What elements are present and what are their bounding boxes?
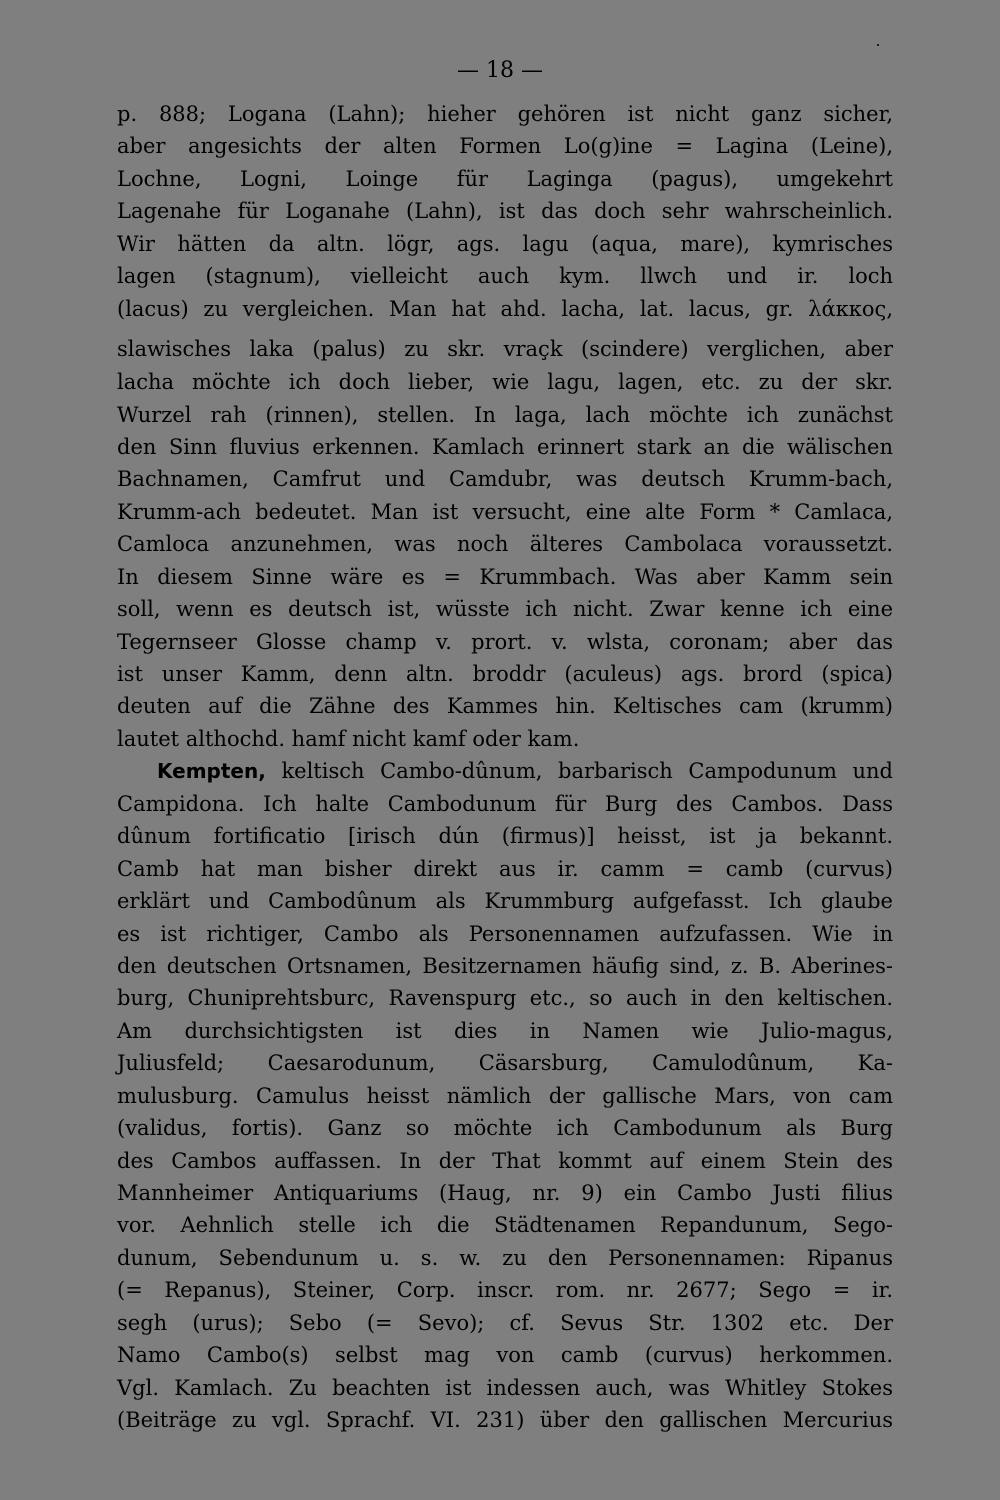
text-line: dûnum fortificatio [irisch dún (firmus)] heisst, ist ja bekannt. — [117, 824, 893, 849]
text-line: ist unser Kamm, denn altn. broddr (aculeus) ags. brord (spica) — [117, 662, 893, 686]
body-text — [117, 98, 893, 1437]
text-line: Wurzel rah (rinnen), stellen. In laga, lach möchte ich zunächst — [117, 402, 893, 427]
text-line: Mannheimer Antiquariums (Haug, nr. 9) ein Cambo Justi filius — [117, 1181, 893, 1205]
text-line: segh (urus); Sebo (= Sevo); cf. Sevus Str. 1302 etc. Der — [117, 1310, 893, 1335]
text-line: erklärt und Cambodûnum als Krummburg aufgefasst. Ich glaube — [117, 889, 893, 914]
page-number: — 18 — — [457, 58, 543, 83]
text-line: es ist richtiger, Cambo als Personennamen aufzufassen. Wie in — [117, 921, 893, 946]
text-line: Wir hätten da altn. lögr, ags. lagu (aqua, mare), kymrisches — [117, 231, 893, 256]
text-line: slawisches laka (palus) zu skr. vraçk (scindere) verglichen, aber — [117, 337, 893, 362]
text-line: lautet althochd. hamf nicht kamf oder kam. — [117, 726, 580, 751]
text-line: mulusburg. Camulus heisst nämlich der gallische Mars, von cam — [117, 1083, 893, 1108]
text-line: Camloca anzunehmen, was noch älteres Cambolaca voraussetzt. — [117, 532, 893, 557]
text-line: Vgl. Kamlach. Zu beachten ist indessen auch, was Whitley Stokes — [117, 1375, 893, 1400]
text-line: Am durchsichtigsten ist dies in Namen wie Julio-magus, — [117, 1018, 893, 1043]
text-line: aber angesichts der alten Formen Lo(g)ine = Lagina (Leine), — [117, 134, 893, 159]
text-line: lacha möchte ich doch lieber, wie lagu, lagen, etc. zu der skr. — [117, 370, 893, 395]
text-line: Lagenahe für Loganahe (Lahn), ist das doch sehr wahrscheinlich. — [117, 199, 893, 224]
text-line: den deutschen Ortsnamen, Besitzernamen häufig sind, z. B. Aberines- — [117, 953, 893, 978]
speck-mark — [877, 44, 879, 46]
text-line: burg, Chuniprehtsburc, Ravenspurg etc., so auch in den keltischen. — [117, 986, 893, 1011]
text-line: Campidona. Ich halte Cambodunum für Burg des Cambos. Dass — [117, 791, 893, 816]
text-line-rest: keltisch Cambo-dûnum, barbarisch Campodunum und — [281, 759, 893, 784]
text-line: Tegernseer Glosse champ v. prort. v. wlsta, coronam; aber das — [117, 629, 893, 654]
text-line: (= Repanus), Steiner, Corp. inscr. rom. nr. 2677; Sego = ir. — [117, 1278, 893, 1303]
text-line: Krumm-ach bedeutet. Man ist versucht, eine alte Form * Camlaca, — [117, 499, 893, 524]
text-line: (validus, fortis). Ganz so möchte ich Cambodunum als Burg — [117, 1116, 893, 1141]
text-line: des Cambos auffassen. In der That kommt auf einem Stein des — [117, 1148, 893, 1173]
text-line: Juliusfeld; Caesarodunum, Cäsarsburg, Camulodûnum, Ka- — [117, 1051, 893, 1076]
text-line: p. 888; Logana (Lahn); hieher gehören ist nicht ganz sicher, — [117, 102, 893, 126]
text-line: soll, wenn es deutsch ist, wüsste ich nicht. Zwar kenne ich eine — [117, 597, 893, 622]
text-line: lagen (stagnum), vielleicht auch kym. llwch und ir. loch — [117, 264, 893, 289]
text-line: Bachnamen, Camfrut und Camdubr, was deutsch Krumm-bach, — [117, 467, 893, 492]
entry-heading: Kempten, — [157, 759, 266, 784]
text-line: den Sinn fluvius erkennen. Kamlach erinnert stark an die wälischen — [117, 434, 893, 459]
text-line: (lacus) zu vergleichen. Man hat ahd. lacha, lat. lacus, gr. λάκκος, — [117, 296, 893, 321]
text-line-kempten — [117, 755, 893, 787]
text-line: Namo Cambo(s) selbst mag von camb (curvus) herkommen. — [117, 1343, 893, 1368]
text-line: (Beiträge zu vgl. Sprachf. VI. 231) über den gallischen Mercurius — [117, 1408, 893, 1433]
text-line: vor. Aehnlich stelle ich die Städtenamen Repandunum, Sego- — [117, 1213, 893, 1238]
text-line: deuten auf die Zähne des Kammes hin. Keltisches cam (krumm) — [117, 694, 893, 719]
text-line: dunum, Sebendunum u. s. w. zu den Personennamen: Ripanus — [117, 1245, 893, 1270]
text-line: Camb hat man bisher direkt aus ir. camm = camb (curvus) — [117, 856, 893, 881]
text-line: Lochne, Logni, Loinge für Laginga (pagus), umgekehrt — [117, 166, 893, 191]
text-line: In diesem Sinne wäre es = Krummbach. Was aber Kamm sein — [117, 564, 893, 589]
